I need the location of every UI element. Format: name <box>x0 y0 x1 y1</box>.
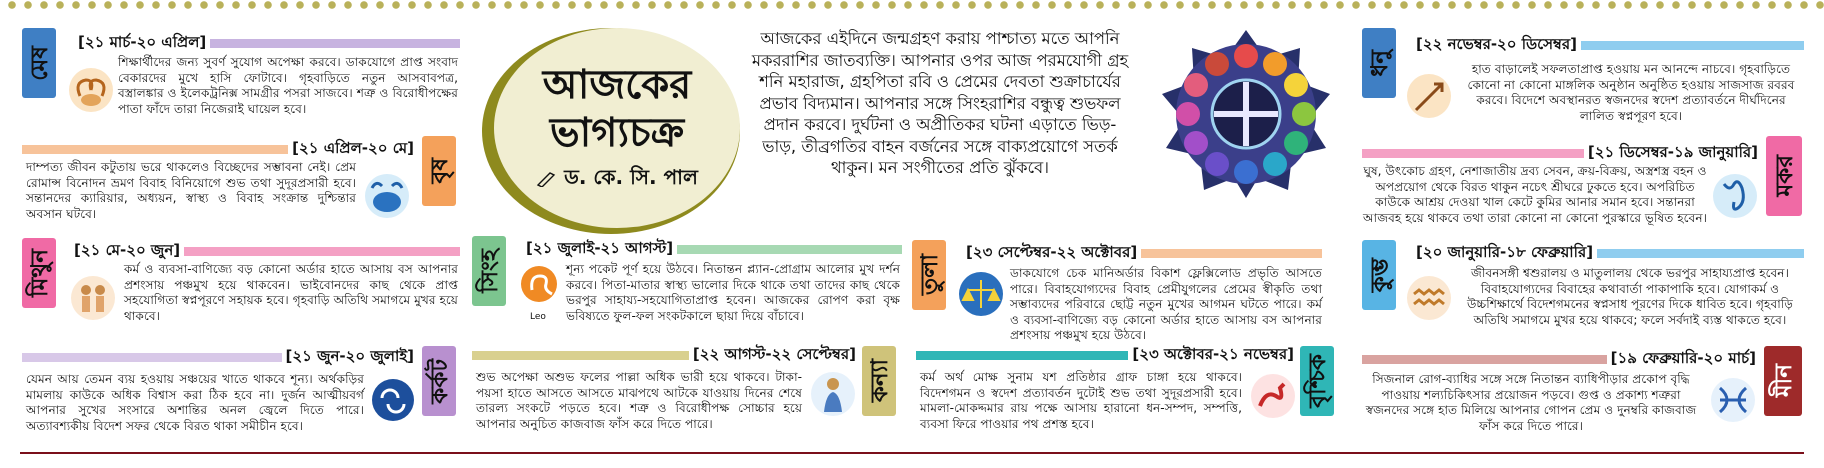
sign-name: কর্কট <box>426 358 453 404</box>
accent-bar <box>472 351 689 360</box>
horoscope-text-karkat: যেমন আয় তেমন ব্যয় হওয়ায় সঞ্চয়ের খাতে থাকবে শূন্য। অর্থকড়ির মামলায় কাউকে অধিক বিশ্বাস করা ঠিক হবে না। দুর্জন আত্মীয়বর্গ আপনার সুখের সংসারে অশান্তির অনল জ্বেলে দিতে পারে। অত্যাবশ্যকীয় বিদেশ সফর থেকে বিরত থাকা সমীচীন হবে। <box>26 372 364 433</box>
date-range: [২১ ডিসেম্বর-১৯ জানুয়ারি] <box>1587 142 1758 161</box>
date-range: [২১ জুন-২০ জুলাই] <box>285 346 414 365</box>
cancer-icon <box>368 376 418 428</box>
date-line-singha <box>522 238 902 260</box>
accent-bar <box>916 351 1128 360</box>
date-range: [২৩ অক্টোবর-২১ নভেম্বর] <box>1132 344 1294 363</box>
date-line-kumbha <box>1412 242 1804 264</box>
date-range: [২১ মার্চ-২০ এপ্রিল] <box>78 32 207 51</box>
horoscope-text-kumbha: জীবনসঙ্গী শ্বশুরালয় ও মাতুলালয় থেকে ভরপুর সাহায্যপ্রাপ্ত হবেন। বিবাহযোগ্যদের বিবাহের কথাবার্তা পাকাপাকি হবে। যোগাকর্ম ও উচ্চশিক্ষার্থে বিদেশগমনের স্বপ্নসাধ পূরণের দিকে ধাবিত হবে। গৃহবাড়ি অতিথি সমাগমে মুখর হয়ে থাকবে; ফলে সর্বদাই ব্যস্ত থাকতে হবে। <box>1467 266 1793 327</box>
horoscope-text-meen: সিজনাল রোগ-ব্যাধির সঙ্গে সঙ্গে নিতান্তন ব্যাধিপীড়ার প্রকোপ বৃদ্ধি পাওয়ায় শল্যচিকিৎসার প্রয়োজন পড়বে। গুপ্ত ও প্রকাশ্য শত্রুরা স্বজনদের সঙ্গে হাত মিলিয়ে আপনার গোপন প্রেম ও দুনম্বরি কাজবাজ ফাঁস করে দিতে পারে। <box>1365 372 1697 433</box>
date-line-dhanu <box>1412 34 1804 56</box>
sign-name: মিথুন <box>26 249 53 297</box>
date-line-kanya <box>472 344 860 366</box>
accent-bar <box>1581 41 1804 50</box>
sign-name: কুম্ভ <box>1366 257 1393 293</box>
date-line-brish <box>22 138 418 160</box>
horoscope-text-mithun: কর্ম ও ব্যবসা-বাণিজ্যে বড় কোনো অর্ডার হাতে আসায় বস আপনার প্রশংসায় পঞ্চমুখ হয়ে থাকবেন। ভাইবোনদের কাছ থেকে প্রাপ্ত সহযোগিতা স্বপ্নপূরণে সহায়ক হবে। গৃহবাড়ি অতিথি সমাগমে মুখর হয়ে থাকবে। <box>124 262 458 323</box>
sign-name: বৃষ <box>426 158 453 184</box>
author-name: ড. কে. সি. পাল <box>564 164 698 189</box>
sign-name: তুলা <box>916 254 943 296</box>
sign-tab-dhanu <box>1362 28 1396 98</box>
capricorn-icon <box>1710 170 1760 222</box>
date-line-brishchik <box>916 344 1298 366</box>
author-byline <box>536 163 698 196</box>
sign-tab-makar <box>1766 136 1802 216</box>
pen-icon <box>536 171 556 187</box>
leo-icon <box>514 262 564 314</box>
date-line-meen <box>1362 348 1760 370</box>
sign-tab-mithun <box>22 238 56 308</box>
sign-tab-brish <box>422 136 456 206</box>
taurus-icon <box>362 170 412 222</box>
sign-tab-meen <box>1764 346 1802 416</box>
accent-bar <box>22 145 288 154</box>
title-circle <box>494 28 740 228</box>
sign-name: সিংহ <box>476 249 503 293</box>
sign-name: কন্যা <box>866 359 893 403</box>
accent-bar <box>1362 149 1584 158</box>
sign-tab-mesh <box>22 28 56 98</box>
accent-bar <box>22 353 282 362</box>
date-line-makar <box>1362 142 1762 164</box>
sagittarius-icon <box>1404 70 1454 122</box>
date-range: [২২ নভেম্বর-২০ ডিসেম্বর] <box>1416 34 1577 53</box>
gemini-icon <box>68 272 118 324</box>
date-range: [২০ জানুয়ারি-১৮ ফেব্রুয়ারি] <box>1416 242 1594 261</box>
horoscope-text-mesh: শিক্ষার্থীদের জন্য সুবর্ণ সুযোগ অপেক্ষা করবে। ডাকযোগে প্রাপ্ত সংবাদ বেকারদের মুখে হাসি ফোটাবে। গৃহবাড়িতে নতুন আসবাবপত্র, বস্ত্রালঙ্কার ও ইলেকট্রনিক্স সামগ্রীর পসরা সাজবে। শত্রু ও বিরোধীপক্ষের পাতা ফাঁদে তারা নিজেরাই ঘায়েল হবে। <box>118 55 458 116</box>
date-line-mesh <box>74 32 460 54</box>
aquarius-icon <box>1404 272 1454 324</box>
date-range: [২২ আগস্ট-২২ সেপ্টেম্বর] <box>692 344 856 363</box>
aries-icon <box>66 64 116 116</box>
sign-name: ধনু <box>1366 49 1393 77</box>
birthday-intro-text: আজকের এইদিনে জন্মগ্রহণ করায় পাশ্চাত্য মতে আপনি মকররাশির জাতব্যক্তি। আপনার ওপর আজ পরমযোগী গ্রহ শনি মহারাজ, গ্রহপিতা রবি ও প্রেমের দেবতা শুক্রাচার্যের প্রভাব বিদ্যমান। আপনার সঙ্গে সিংহরাশির বন্ধুত্ব শুভফল প্রদান করবে। দুর্ঘটনা ও অপ্রীতিকর ঘটনা এড়াতে ভিড়-ভাড়, তীব্রগতির বাহন বর্জনের সঙ্গে বাক্যপ্রয়োগে সতর্ক থাকুন। মন সংগীতের প্রতি ঝুঁকবে। <box>751 29 1129 177</box>
date-range: [২১ জুলাই-২১ আগস্ট] <box>526 238 674 257</box>
dotted-top-border <box>0 0 1824 10</box>
horoscope-text-tula: ডাকযোগে চেক মানিঅর্ডার বিকাশ ফ্লেক্সিলোড প্রভৃতি আসতে পারে। বিবাহযোগ্যদের বিবাহ প্রেমীযুগলের প্রেমের স্বীকৃতি তথা সম্ভাব্যদের পরিবারে ছোট্ট নতুন মুখের আগমন ঘটতে পারে। কর্ম ও ব্যবসা-বাণিজ্যে বড় কোনো অর্ডার হাতে আসায় বস আপনার প্রশংসায় পঞ্চমুখ হয়ে উঠবে। <box>1010 266 1322 343</box>
sign-name: মেষ <box>26 45 53 81</box>
sign-name: মকর <box>1771 155 1798 197</box>
sign-tab-kumbha <box>1362 240 1396 310</box>
sign-tab-karkat <box>422 346 456 416</box>
sign-name: বৃশ্চিক <box>1304 354 1331 408</box>
sign-tab-tula <box>912 240 946 310</box>
horoscope-text-brishchik: কর্ম অর্থ মোক্ষ সুনাম যশ প্রতিষ্ঠার গ্রাফ চাঙ্গা হয়ে থাকবে। বিদেশগমন ও স্বদেশ প্রত্যাবর্তন দুটোই শুভ তথা সুদূরপ্রসারী হবে। মামলা-মোকদ্দমার রায় পক্ষে আসায় হারানো ধন-সম্পদ, সম্পত্তি, ব্যবসা ফিরে পাওয়ার পথ প্রশস্ত হবে। <box>920 370 1242 431</box>
accent-bar <box>1597 249 1804 258</box>
leo-caption: Leo <box>530 312 546 322</box>
bottom-divider <box>20 452 1804 454</box>
date-line-mithun <box>70 240 460 262</box>
horoscope-text-brish: দাম্পত্য জীবন কটুতায় ভরে থাকলেও বিচ্ছেদের সম্ভাবনা নেই। প্রেম রোমান্স বিনোদন ভ্রমণ বিবাহ বিনিয়োগে শুভ তথা সুদূরপ্রসারী হবে। সন্তানদের ক্যারিয়ার, অধ্যয়ন, স্বাস্থ্য ও বিবাহ সংক্রান্ত দুশ্চিন্তার অবসান ঘটবে। <box>26 160 356 221</box>
virgo-icon <box>808 368 858 420</box>
sign-tab-brishchik <box>1300 346 1334 416</box>
accent-bar <box>1141 249 1322 258</box>
date-range: [২৩ সেপ্টেম্বর-২২ অক্টোবর] <box>966 242 1138 261</box>
accent-bar <box>184 247 460 256</box>
horoscope-text-makar: ঘুষ, উৎকোচ গ্রহণ, নেশাজাতীয় দ্রব্য সেবন, ক্রয়-বিক্রয়, অস্ত্রশস্ত্র বহন ও অপপ্রয়োগ থেকে বিরত থাকুন নচেৎ শ্রীঘরে ঢুকতে হবে। অপরিচিত কাউকে আশ্রয় দেওয়া খাল কেটে কুমির আনার সমান হবে। সন্তানরা আজবহ হয়ে থাকবে তথা তারা কোনো না কোনো পুরস্কারে ভূষিত হবেন। <box>1363 164 1707 225</box>
libra-icon <box>956 268 1006 320</box>
sign-name: মীন <box>1770 364 1797 398</box>
accent-bar <box>1362 355 1607 364</box>
horoscope-text-dhanu: হাত বাড়ালেই সফলতাপ্রাপ্ত হওয়ায় মন আনন্দে নাচবে। গৃহবাড়িতে কোনো না কোনো মাঙ্গলিক অনুষ্ঠান অনুষ্ঠিত হওয়ায় সাজসাজ রবরব করবে। বিদেশে অবস্থানরত স্বজনদের স্বদেশ প্রত্যাবর্তনে দীর্ঘদিনের লালিত স্বপ্নপূরণ হবে। <box>1467 62 1795 123</box>
pisces-icon <box>1708 374 1758 426</box>
date-line-tula <box>962 242 1322 264</box>
zodiac-wheel-icon <box>1160 28 1332 200</box>
accent-bar <box>677 245 902 254</box>
scorpio-icon <box>1248 370 1298 422</box>
horoscope-text-kanya: শুভ অপেক্ষা অশুভ ফলের পাল্লা অধিক ভারী হয়ে থাকবে। টাকা-পয়সা হাতে আসতে আসতে মাঝপথে আটকে যাওয়ায় দিনের শেষে তারল্য সংকটে পড়তে হবে। শত্রু ও বিরোধীপক্ষ সোচ্চার হয়ে আপনার অনুচিত কাজবাজ ফাঁস করে দিতে পারে। <box>476 370 802 431</box>
date-range: [১৯ ফেব্রুয়ারি-২০ মার্চ] <box>1610 348 1756 367</box>
accent-bar <box>210 39 460 48</box>
date-range: [২১ মে-২০ জুন] <box>74 240 181 259</box>
sign-tab-kanya <box>862 346 896 416</box>
date-line-karkat <box>22 346 418 368</box>
page-title: আজকের ভাগ্যচক্র <box>542 61 692 156</box>
horoscope-text-singha: শূন্য পকেট পূর্ণ হয়ে উঠবে। নিতান্তন প্ল্যান-প্রোগ্রাম আলোর মুখ দর্শন করবে। পিতা-মাতার স্বাস্থ্য ভালোর দিকে থাকে তথা তাদের কাছ থেকে ভরপুর সাহায্য-সহযোগিতাপ্রাপ্ত হবেন। আজকের রোপণ করা বৃক্ষ ভবিষ্যতে ফুল-ফল সংকটকালে ছায়া দিয়ে বাঁচাবে। <box>566 262 900 323</box>
sign-tab-singha <box>472 236 506 306</box>
date-range: [২১ এপ্রিল-২০ মে] <box>292 138 414 157</box>
